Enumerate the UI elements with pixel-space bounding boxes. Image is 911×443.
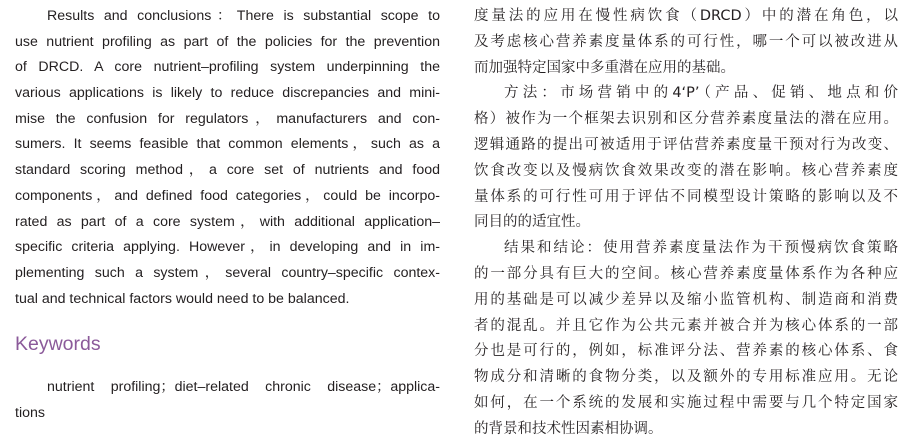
text-line: standard scoring method，a core set of nutrients and food	[15, 162, 440, 179]
text-line: use nutrient profiling as part of the policies for the prevention	[15, 33, 440, 50]
english-results-paragraph	[15, 4, 440, 312]
text-line: 物成分和清晰的食物分类，以及额外的专用标准应用。无论	[474, 369, 898, 386]
text-line: 如何，在一个系统的发展和实施过程中需要与几个特定国家	[474, 394, 898, 411]
text-line: 饮食改变以及慢病饮食效果改变的潜在影响。核心营养素度	[474, 162, 898, 179]
text-line: 及考虑核心营养素度量体系的可行性，哪一个可以被改进从	[474, 33, 898, 50]
text-line: specific criteria applying. However，in developing and in im-	[15, 239, 440, 256]
text-line: of DRCD. A core nutrient–profiling system underpinning the	[15, 59, 440, 76]
keywords-paragraph	[15, 374, 440, 426]
text-line: rated as part of a core system，with additional application–	[15, 213, 440, 230]
text-line: 的背景和技术性因素相协调。	[474, 420, 663, 437]
text-line: tual and technical factors would need to be balanced.	[15, 290, 350, 307]
text-line: 方法：市场营销中的4‘P’（产品、促销、地点和价	[504, 85, 898, 102]
text-line: mise the confusion for regulators，manufacturers and con-	[15, 110, 440, 127]
text-line: 结果和结论：使用营养素度量法作为干预慢病饮食策略	[504, 240, 898, 257]
text-line: components，and defined food categories，could be incorpo-	[15, 187, 440, 204]
text-line: tions	[15, 405, 45, 421]
text-line: 用的基础是可以减少差异以及缩小监管机构、制造商和消费	[474, 291, 898, 308]
text-line: 同目的的适宜性。	[474, 214, 590, 231]
text-line: 分也是可行的，例如，标准评分法、营养素的核心体系、食	[474, 343, 898, 360]
text-line: 量体系的可行性可用于评估不同模型设计策略的影响以及不	[474, 188, 898, 205]
text-line: Results and conclusions：There is substantial scope to	[47, 8, 440, 24]
text-line: plementing such a system，several country–specific contex-	[15, 264, 440, 281]
text-line: sumers. It seems feasible that common elements，such as a	[15, 136, 440, 153]
text-line: 者的混乱。并且它作为公共元素并被合并为核心体系的一部	[474, 317, 898, 334]
text-line: 而加强特定国家中多重潜在应用的基础。	[474, 59, 735, 76]
text-line: 逻辑通路的提出可被适用于评估营养素度量干预对行为改变、	[474, 136, 898, 153]
keywords-heading: Keywords	[15, 333, 101, 355]
text-line: various applications is likely to reduce discrepancies and mini-	[15, 85, 440, 102]
text-line: nutrient profiling；diet–related chronic disease；applica-	[47, 379, 440, 395]
text-line: 度量法的应用在慢性病饮食（DRCD）中的潜在角色，以	[474, 8, 898, 24]
text-line: 格）被作为一个框架去识别和区分营养素度量法的潜在应用。	[474, 111, 898, 128]
chinese-abstract-column	[474, 4, 898, 443]
text-line: 的一部分具有巨大的空间。核心营养素度量体系作为各种应	[474, 265, 898, 282]
